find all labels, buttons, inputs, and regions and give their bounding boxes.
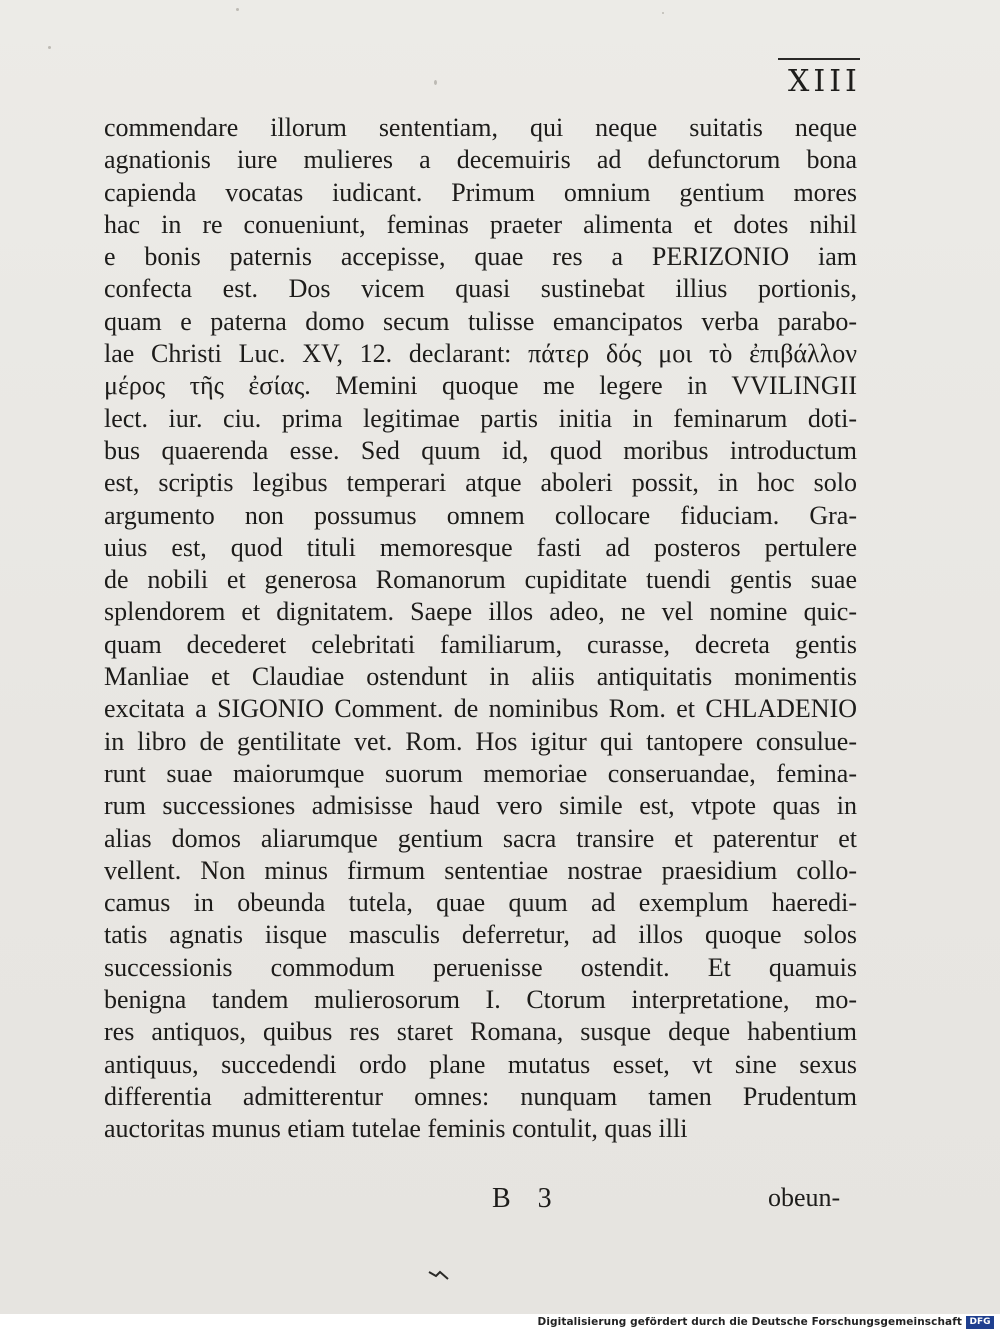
text-line: bus quaerenda esse. Sed quum id, quod moribus introductum — [104, 435, 857, 465]
catchword: obeun- — [768, 1183, 841, 1212]
ornament-mark — [428, 1268, 450, 1280]
text-line: est, scriptis legibus temperari atque aboleri possit, in hoc solo — [104, 468, 857, 498]
page-number: XIII — [788, 64, 861, 99]
text-line: confecta est. Dos vicem quasi sustinebat illius portionis, — [104, 274, 857, 304]
text-line: differentia admitterentur omnes: nunquam tamen Prudentum — [104, 1081, 857, 1111]
header-rule — [778, 58, 860, 60]
dfg-logo-icon: DFG — [966, 1316, 994, 1329]
text-line: camus in obeunda tutela, quae quum ad exemplum haeredi- — [104, 888, 857, 918]
text-line: rum successiones admisisse haud vero simile est, vtpote quas in — [104, 791, 857, 821]
text-line: Manliae et Claudiae ostendunt in aliis antiquitatis monimentis — [104, 662, 857, 692]
text-line: alias domos aliarumque gentium sacra transire et paterentur et — [104, 823, 857, 853]
text-line: e bonis paternis accepisse, quae res a PERIZONIO iam — [104, 242, 857, 272]
text-line: splendorem et dignitatem. Saepe illos adeo, ne vel nomine quic- — [104, 597, 857, 627]
text-line: antiquus, succedendi ordo plane mutatus esset, vt sine sexus — [104, 1049, 857, 1079]
text-line: in libro de gentilitate vet. Rom. Hos igitur qui tantopere consulue- — [104, 726, 857, 756]
text-line: commendare illorum sententiam, qui neque suitatis neque — [104, 113, 857, 142]
signature-mark: B 3 — [492, 1183, 562, 1214]
text-line: vellent. Non minus firmum sententiae nostrae praesidium collo- — [104, 855, 857, 885]
text-line: lect. iur. ciu. prima legitimae partis initia in feminarum doti- — [104, 403, 857, 433]
body-text — [104, 112, 857, 1146]
text-line: auctoritas munus etiam tutelae feminis contulit, quas illi — [104, 1114, 688, 1144]
text-line: de nobili et generosa Romanorum cupiditate tuendi gentis suae — [104, 565, 857, 595]
text-line: capienda vocatas iudicant. Primum omnium gentium mores — [104, 177, 857, 207]
text-line: res antiquos, quibus res staret Romana, susque deque habentium — [104, 1017, 857, 1047]
text-line: μέρος τῆς ἐσίας. Memini quoque me legere in VVILINGII — [104, 371, 857, 401]
text-line: excitata a SIGONIO Comment. de nominibus Rom. et CHLADENIO — [104, 694, 857, 724]
text-line: runt suae maiorumque suorum memoriae conseruandae, femina- — [104, 758, 857, 788]
attribution-text: Digitalisierung gefördert durch die Deutsche Forschungsgemeinschaft — [537, 1316, 962, 1328]
text-line: argumento non possumus omnem collocare fiduciam. Gra- — [104, 500, 857, 530]
text-line: lae Christi Luc. XV, 12. declarant: πάτερ δός μοι τὸ ἐπιβάλλον — [104, 339, 857, 369]
text-line: tatis agnatis iisque masculis deferretur, ad illos quoque solos — [104, 920, 857, 950]
text-line: hac in re conueniunt, feminas praeter alimenta et dotes nihil — [104, 209, 857, 239]
text-line: quam e paterna domo secum tulisse emancipatos verba parabo- — [104, 306, 857, 336]
text-line: benigna tandem mulierosorum I. Ctorum interpretatione, mo- — [104, 985, 857, 1015]
text-line: uius est, quod tituli memoresque fasti ad posteros pertulere — [104, 532, 857, 562]
text-line: agnationis iure mulieres a decemuiris ad defunctorum bona — [104, 145, 857, 175]
text-line: quam decederet celebritati familiarum, curasse, decreta gentis — [104, 629, 857, 659]
text-line: successionis commodum peruenisse ostendit. Et quamuis — [104, 952, 857, 982]
